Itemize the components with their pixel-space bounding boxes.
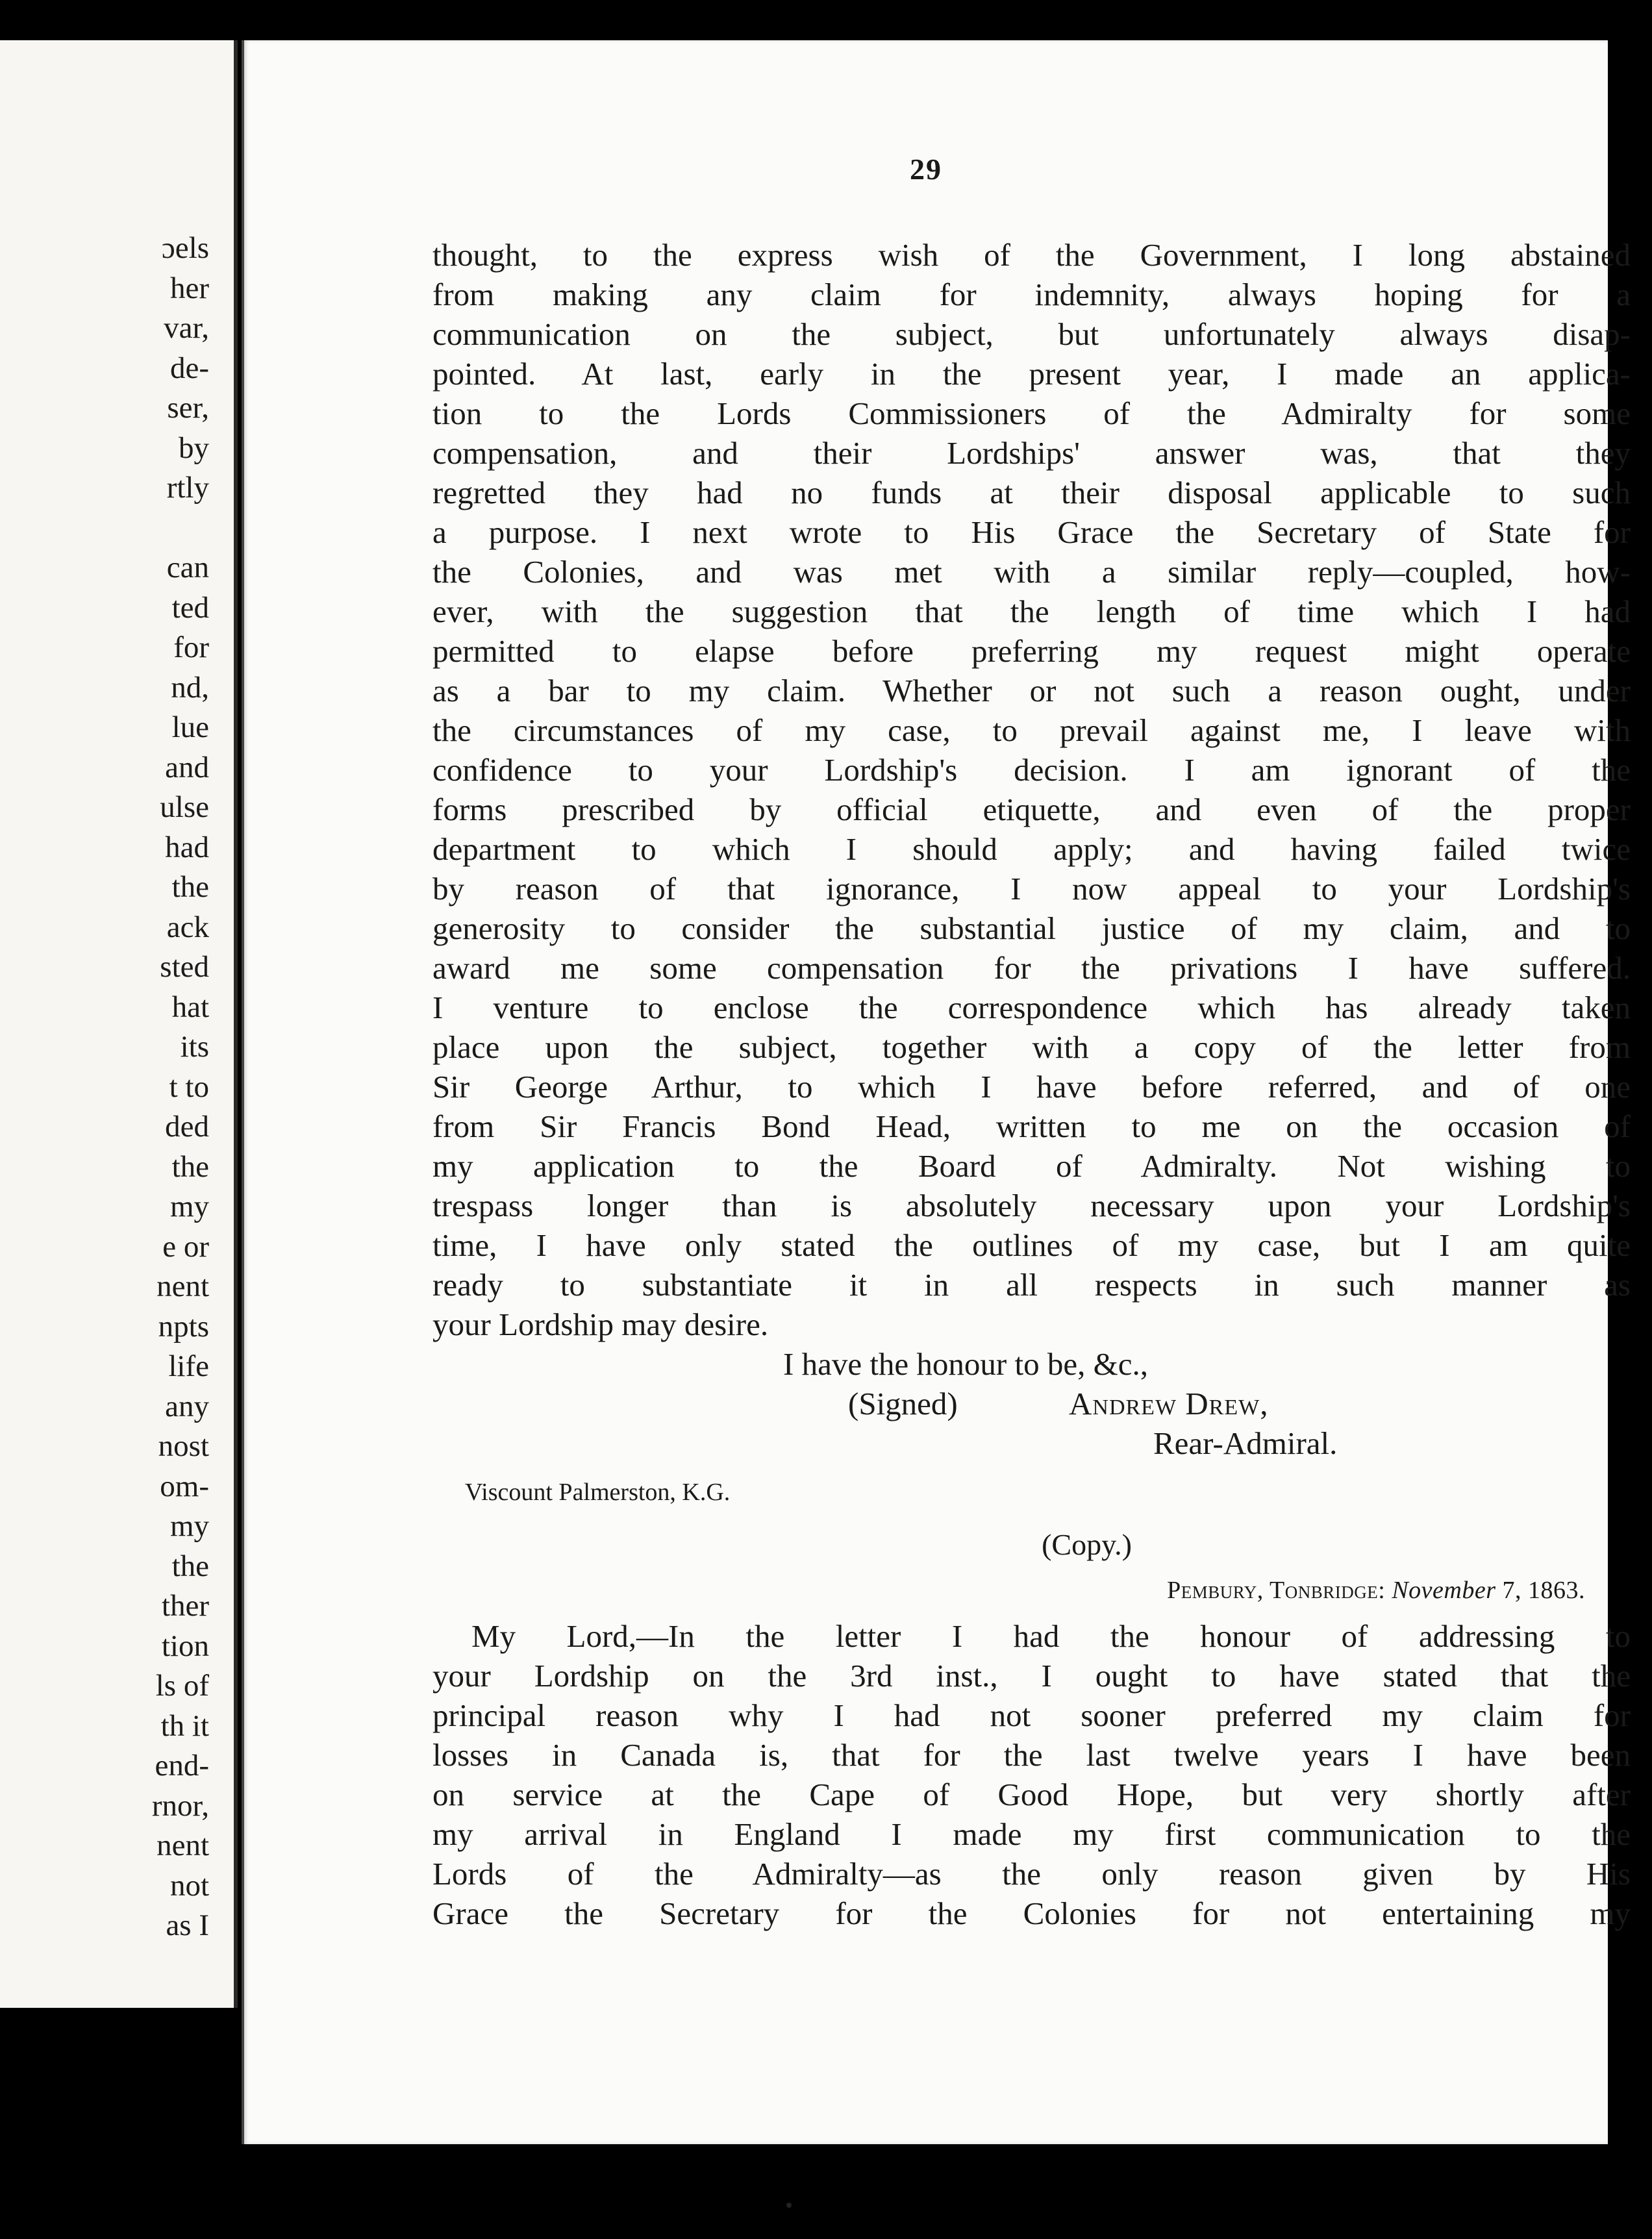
- text-line: from Sir Francis Bond Head, written to me on the occasion of: [432, 1108, 1631, 1144]
- signature-line: [432, 1384, 1631, 1423]
- text-line: trespass longer than is absolutely necessary upon your Lordship's: [432, 1188, 1631, 1223]
- text-line: by reason of that ignorance, I now appeal to your Lordship's: [432, 871, 1631, 907]
- previous-page-fragment: ulse: [160, 790, 209, 824]
- previous-page-fragment: ded: [165, 1110, 209, 1144]
- text-line: My Lord,—In the letter I had the honour of addressing to: [471, 1618, 1631, 1654]
- text-line: tion to the Lords Commissioners of the Admiralty for some: [432, 395, 1631, 431]
- text-line: time, I have only stated the outlines of my case, but I am quite: [432, 1227, 1631, 1263]
- previous-page-fragment: nd,: [171, 670, 209, 705]
- dateline-day-year: 7, 1863.: [1496, 1577, 1585, 1604]
- previous-page-fragment: sted: [160, 950, 209, 984]
- text-line: ready to substantiate it in all respects in such manner as: [432, 1267, 1631, 1303]
- previous-page-fragment: the: [171, 1149, 209, 1184]
- dateline-month: November: [1392, 1577, 1496, 1604]
- previous-page-fragment: had: [165, 830, 209, 864]
- previous-page-fragment: by: [179, 431, 209, 465]
- text-line: losses in Canada is, that for the last twelve years I have been: [432, 1737, 1631, 1773]
- previous-page-fragment: th it: [160, 1708, 209, 1743]
- previous-page-edge: [0, 40, 238, 2008]
- text-line: on service at the Cape of Good Hope, but very shortly after: [432, 1777, 1631, 1812]
- text-line: as a bar to my claim. Whether or not such a reason ought, under: [432, 673, 1631, 708]
- previous-page-fragment: the: [171, 1549, 209, 1583]
- text-line: a purpose. I next wrote to His Grace the Secretary of State for: [432, 514, 1631, 550]
- signed-label: (Signed): [848, 1386, 958, 1421]
- text-line: generosity to consider the substantial justice of my claim, and to: [432, 910, 1631, 946]
- previous-page-fragment: hat: [171, 990, 209, 1024]
- previous-page-fragment: ack: [166, 910, 209, 944]
- text-line: principal reason why I had not sooner preferred my claim for: [432, 1697, 1631, 1733]
- signatory-name: Andrew Drew,: [1069, 1386, 1269, 1421]
- text-line: my arrival in England I made my first communication to the: [432, 1816, 1631, 1852]
- previous-page-fragment: life: [168, 1349, 209, 1383]
- previous-page-fragment: e or: [162, 1229, 209, 1264]
- dateline-place: Pembury, Tonbridge:: [1167, 1577, 1386, 1604]
- previous-page-fragment: my: [169, 1509, 209, 1543]
- second-letter-body: [432, 1616, 1631, 1933]
- text-line: ever, with the suggestion that the length of time which I had: [432, 594, 1631, 629]
- text-line: department to which I should apply; and having failed twice: [432, 831, 1631, 867]
- dateline: [432, 1571, 1631, 1616]
- previous-page-fragment: de-: [169, 351, 209, 385]
- previous-page-fragment: her: [169, 271, 209, 305]
- text-line: place upon the subject, together with a copy of the letter from: [432, 1029, 1631, 1065]
- previous-page-fragment: nost: [158, 1429, 209, 1463]
- previous-page-fragment: nent: [156, 1829, 209, 1862]
- text-line: permitted to elapse before preferring my request might operate: [432, 633, 1631, 669]
- addressee: Viscount Palmerston, K.G.: [465, 1479, 731, 1506]
- previous-page-fragment: as I: [166, 1908, 209, 1942]
- previous-page-fragment: ser,: [167, 391, 209, 425]
- text-line: the Colonies, and was met with a similar reply—coupled, how-: [432, 554, 1631, 590]
- text-line: my application to the Board of Admiralty. Not wishing to: [432, 1148, 1631, 1184]
- previous-page-line-fragments: [0, 229, 221, 1946]
- text-line: communication on the subject, but unfortunately always disap-: [432, 316, 1631, 352]
- previous-page-fragment: end-: [155, 1749, 209, 1782]
- previous-page-fragment: ther: [161, 1589, 209, 1623]
- text-line: Sir George Arthur, to which I have before referred, and of one: [432, 1069, 1631, 1105]
- previous-page-fragment: and: [165, 750, 209, 784]
- page-text: [432, 235, 1631, 1933]
- previous-page-fragment: rtly: [166, 471, 209, 505]
- text-line: award me some compensation for the privations I have suffered.: [432, 950, 1631, 986]
- previous-page-fragment: [0, 508, 221, 549]
- text-line: the circumstances of my case, to prevail against me, I leave with: [432, 712, 1631, 748]
- closing-line: I have the honour to be, &c.,: [783, 1346, 1148, 1382]
- previous-page-fragment: var,: [164, 311, 209, 345]
- text-line: I venture to enclose the correspondence which has already taken: [432, 990, 1631, 1025]
- text-line: pointed. At last, early in the present year, I made an applica-: [432, 356, 1631, 392]
- book-page: [242, 40, 1631, 2144]
- previous-page-fragment: for: [173, 631, 209, 664]
- previous-page-fragment: rnor,: [151, 1788, 209, 1823]
- text-line: your Lordship on the 3rd inst., I ought to have stated that the: [432, 1658, 1631, 1694]
- previous-page-fragment: my: [169, 1190, 209, 1223]
- text-line: forms prescribed by official etiquette, and even of the proper: [432, 792, 1631, 827]
- previous-page-fragment: nent: [156, 1270, 209, 1303]
- previous-page-fragment: tion: [161, 1629, 209, 1663]
- copy-heading: (Copy.): [1042, 1528, 1132, 1561]
- previous-page-fragment: npts: [158, 1309, 209, 1344]
- text-line: confidence to your Lordship's decision. I am ignorant of the: [432, 752, 1631, 788]
- previous-page-fragment: the: [171, 870, 209, 904]
- print-speck: [786, 2203, 792, 2208]
- page-number: 29: [910, 153, 942, 186]
- text-line: thought, to the express wish of the Government, I long abstained: [432, 237, 1631, 273]
- previous-page-fragment: not: [169, 1868, 209, 1903]
- text-line: Lords of the Admiralty—as the only reason given by His: [432, 1856, 1631, 1892]
- text-line: regretted they had no funds at their disposal applicable to such: [432, 475, 1631, 510]
- letter-body: [432, 235, 1631, 1344]
- signatory-rank: Rear-Admiral.: [1153, 1425, 1338, 1461]
- text-line: your Lordship may desire.: [432, 1307, 769, 1342]
- previous-page-fragment: om-: [160, 1469, 209, 1503]
- previous-page-fragment: ɔels: [161, 231, 209, 265]
- text-line: compensation, and their Lordships' answer was, that they: [432, 435, 1631, 471]
- previous-page-fragment: lue: [171, 710, 209, 744]
- previous-page-fragment: t to: [169, 1069, 209, 1104]
- text-line: from making any claim for indemnity, always hoping for a: [432, 277, 1631, 312]
- previous-page-fragment: ted: [171, 590, 209, 625]
- previous-page-fragment: any: [165, 1389, 209, 1423]
- previous-page-fragment: its: [180, 1030, 209, 1064]
- previous-page-fragment: ls of: [155, 1669, 209, 1703]
- previous-page-fragment: can: [166, 551, 209, 584]
- text-line: Grace the Secretary for the Colonies for not entertaining my: [432, 1895, 1631, 1931]
